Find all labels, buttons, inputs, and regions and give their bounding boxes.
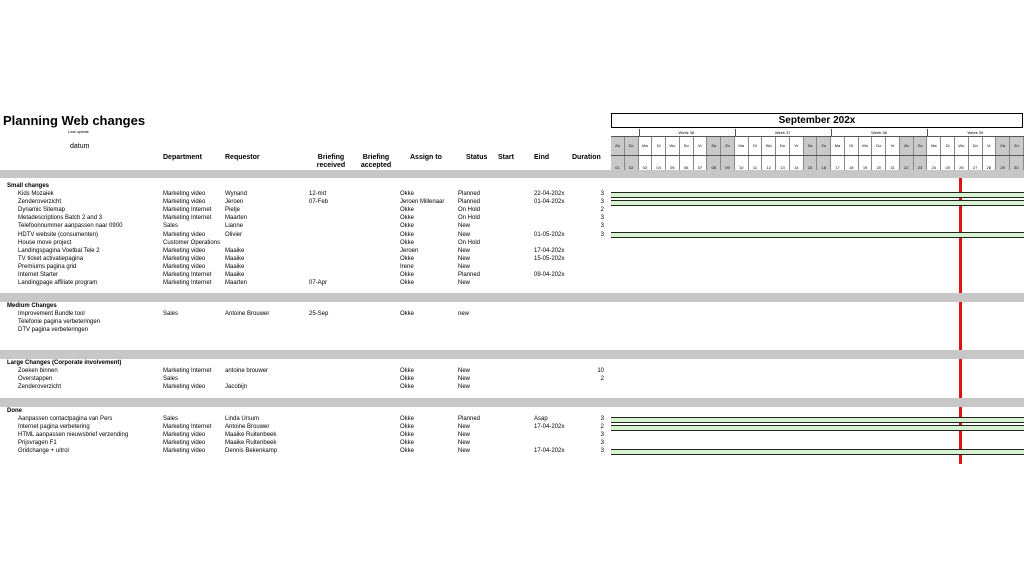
section-title: Small changes [7,183,50,189]
day-number-cell: 28 [983,156,997,173]
day-number-cell: 05 [666,156,680,173]
cell-eind: 17-04-202x [534,448,565,455]
cell-dept: Marketing Internet [163,368,212,374]
cell-assign: Okke [400,384,415,391]
day-name-cell: Do [776,137,790,155]
cell-dur: 3 [600,448,604,455]
cell-dur: 3 [600,215,604,222]
cell-dur: 3 [600,416,604,422]
cell-req: Maaike [225,255,245,262]
cell-req: Dennis Bekenkamp [225,448,278,455]
day-number-cell: 06 [680,156,694,173]
day-name-cell: Ma [831,137,845,155]
section-divider [0,398,1024,407]
cell-req: Maarten [225,280,248,287]
day-number-cell: 02 [625,156,639,173]
cell-task: Kids Mozaiek [18,191,54,197]
cell-recv: 07-Apr [309,280,328,287]
day-number-cell: 14 [790,156,804,173]
cell-dur: 3 [600,223,604,230]
cell-req: Jeroen [225,199,244,206]
page-title: Planning Web changes [3,113,146,128]
col-eind: Eind [534,154,550,161]
cell-task: Landingpage affiliate program [18,280,98,287]
cell-task: Internet pagina verbetering [18,424,90,431]
section-divider [0,350,1024,359]
cell-status: New [458,432,471,439]
cell-dept: Marketing video [163,255,206,262]
cell-status: New [458,448,471,455]
cell-dur: 2 [600,207,604,214]
cell-assign: Okke [400,280,415,287]
day-number-cell: 11 [749,156,763,173]
gantt-month-title: September 202x [611,113,1023,128]
gantt-bar [611,425,1024,431]
day-name-cell: Di [941,137,955,155]
cell-status: Planned [458,199,481,206]
gantt-bar [611,232,1024,238]
cell-dur: 2 [600,424,604,431]
cell-task: Zenderoverzicht [18,384,62,391]
cell-req: Maaike [225,247,245,254]
cell-task: Telefoonnummer aanpassen naar 0900 [18,223,123,230]
day-number-cell: 12 [762,156,776,173]
cell-status: Planned [458,416,481,422]
cell-dept: Marketing video [163,432,206,439]
cell-dept: Marketing video [163,440,206,447]
cell-assign: Okke [400,432,415,439]
col-duration: Duration [572,154,601,161]
day-number-cell: 30 [1010,156,1024,173]
col-status: Status [466,154,488,161]
day-number-cell: 03 [639,156,653,173]
cell-recv: 07-Feb [309,199,329,206]
cell-req: Maaike Ruitenbeek [225,432,277,439]
day-name-cell: Zo [914,137,928,155]
cell-assign: Okke [400,191,415,197]
week-label: Week 36 [678,130,695,135]
day-number-cell: 21 [886,156,900,173]
cell-task: Improvement Bundle tool [18,311,85,317]
cell-dept: Marketing Internet [163,272,212,278]
day-name-cell: Di [749,137,763,155]
day-number-cell: 07 [694,156,708,173]
cell-assign: Okke [400,231,415,238]
cell-assign: Okke [400,311,415,317]
cell-status: New [458,368,471,374]
cell-dept: Marketing video [163,384,206,391]
col-assign-to: Assign to [410,154,442,161]
cell-assign: Okke [400,255,415,262]
cell-dept: Marketing video [163,448,206,455]
cell-req: Jacobijn [225,384,248,391]
day-name-cell: Za [804,137,818,155]
gantt-bar [611,417,1024,423]
section-divider [0,170,1024,178]
cell-dur: 3 [600,191,604,197]
cell-assign: Jeroen Millenaar [400,199,445,206]
cell-task: Dynamic Sitemap [18,207,66,214]
cell-eind: 22-04-202x [534,191,565,197]
cell-task: Telefonie pagina verbeteringen [18,319,101,326]
cell-dept: Marketing video [163,247,206,254]
cell-task: Aanpassen contactpagina van Pers [18,416,113,422]
day-number-cell: 22 [900,156,914,173]
cell-assign: Okke [400,215,415,222]
cell-status: New [458,263,471,270]
cell-status: New [458,376,471,383]
cell-dept: Marketing Internet [163,424,212,431]
section-divider [0,293,1024,302]
col-briefing-received: Briefing received [316,154,346,169]
cell-dur: 10 [597,368,604,374]
cell-status: On Hold [458,207,481,214]
gantt-bar [611,192,1024,198]
cell-task: Internet Starter [18,272,59,278]
cell-assign: Irene [400,263,414,270]
cell-dept: Marketing video [163,231,206,238]
day-number-cell: 26 [955,156,969,173]
cell-assign: Okke [400,207,415,214]
cell-assign: Okke [400,368,415,374]
section-title: Large Changes (Corporate involvement) [7,360,122,366]
day-name-cell: Za [996,137,1010,155]
section-title: Done [7,408,22,414]
cell-task: Zoeken binnen [18,368,58,374]
cell-dept: Marketing Internet [163,280,212,287]
cell-req: Olivier [225,231,243,238]
cell-req: Pietje [225,207,241,214]
cell-req: Maaike [225,263,245,270]
day-name-cell: Za [611,137,625,155]
day-number-cell: 19 [859,156,873,173]
day-name-cell: Ma [735,137,749,155]
cell-req: Linda Ursum [225,416,260,422]
cell-dept: Customer Operations [163,239,221,246]
day-name-cell: Ma [639,137,653,155]
cell-status: New [458,255,471,262]
cell-status: Planned [458,191,481,197]
day-name-cell: Za [900,137,914,155]
day-number-cell: 20 [872,156,886,173]
cell-dept: Sales [163,311,179,317]
gantt-bar [611,200,1024,206]
cell-assign: Okke [400,448,415,455]
cell-assign: Jeroen [400,247,419,254]
day-number-cell: 16 [817,156,831,173]
cell-recv: 12-mrt [309,191,327,197]
cell-dur: 3 [600,199,604,206]
cell-req: antoine brouwer [225,368,269,374]
day-name-cell: Vr [983,137,997,155]
cell-dept: Marketing Internet [163,215,212,222]
cell-task: DTV pagina verbeteringen [18,327,89,334]
cell-assign: Okke [400,376,415,383]
col-requestor: Requestor [225,154,260,161]
day-name-cell: Vr [790,137,804,155]
cell-dur: 2 [600,376,604,383]
day-name-cell: Zo [817,137,831,155]
col-department: Department [163,154,202,161]
day-name-cell: Vr [694,137,708,155]
cell-task: House move project [18,239,72,246]
cell-dur: 3 [600,231,604,238]
cell-status: New [458,247,471,254]
last-update-label: Last update [68,129,89,134]
day-number-cell: 08 [707,156,721,173]
cell-req: Maarten [225,215,248,222]
cell-req: Antoine Brouwer [225,424,270,431]
day-number-cell: 15 [804,156,818,173]
cell-dept: Sales [163,416,179,422]
cell-dept: Marketing video [163,263,206,270]
cell-eind: 09-04-202x [534,272,565,278]
cell-req: Antoine Brouwer [225,311,270,317]
cell-dept: Marketing video [163,199,206,206]
cell-status: New [458,280,471,287]
day-name-cell: Do [680,137,694,155]
cell-task: Overstappen [18,376,53,383]
day-number-cell: 04 [652,156,666,173]
date-label: datum [70,143,90,150]
cell-assign: Okke [400,272,415,278]
cell-task: Gridchange + uitrol [18,448,69,455]
cell-status: New [458,223,471,230]
cell-status: New [458,424,471,431]
cell-req: Maaike [225,272,245,278]
col-start: Start [498,154,514,161]
week-label: Week 38 [871,130,887,135]
day-name-cell: Zo [1010,137,1024,155]
cell-task: Metadescriptions Batch 2 and 3 [18,215,103,222]
day-number-cell: 25 [941,156,955,173]
day-name-cell: Di [845,137,859,155]
day-name-cell: Di [652,137,666,155]
day-name-cell: Do [872,137,886,155]
cell-assign: Okke [400,416,415,422]
cell-task: Premiums pagina grid [18,263,77,270]
cell-task: HTML aanpassen nieuwsbrief verzending [18,432,129,439]
day-number-cell: 17 [831,156,845,173]
day-name-cell: Wo [955,137,969,155]
day-name-cell: Do [969,137,983,155]
cell-status: Planned [458,272,481,278]
cell-assign: Okke [400,440,415,447]
cell-eind: 17-04-202x [534,424,565,431]
cell-assign: Okke [400,424,415,431]
cell-dept: Marketing video [163,191,206,197]
cell-task: HDTV website (consumenten) [18,231,99,238]
day-name-cell: Zo [625,137,639,155]
day-name-cell: Wo [666,137,680,155]
cell-status: New [458,384,471,391]
day-number-cell: 23 [914,156,928,173]
cell-task: Landingspagina Voetbal Tele 2 [18,247,100,254]
cell-task: Zenderoverzicht [18,199,62,206]
cell-dept: Marketing Internet [163,207,212,214]
day-number-cell: 01 [611,156,625,173]
cell-status: New [458,231,471,238]
day-number-cell: 10 [735,156,749,173]
cell-eind: Asap [534,416,548,422]
day-name-cell: Za [707,137,721,155]
section-title: Medium Changes [7,303,57,309]
cell-recv: 25-Sep [309,311,329,317]
day-number-cell: 29 [996,156,1010,173]
cell-eind: 01-04-202x [534,199,565,206]
cell-status: new [458,311,470,317]
day-number-cell: 13 [776,156,790,173]
cell-assign: Okke [400,223,415,230]
cell-assign: Okke [400,239,415,246]
cell-eind: 15-05-202x [534,255,565,262]
day-name-cell: Wo [762,137,776,155]
week-label: Week 37 [774,130,791,135]
cell-dept: Sales [163,223,179,230]
day-name-cell: Ma [927,137,941,155]
cell-status: On Hold [458,239,481,246]
col-briefing-accepted: Briefing accepted [360,154,392,169]
day-number-cell: 18 [845,156,859,173]
day-number-cell: 24 [927,156,941,173]
gantt-bar [611,449,1024,455]
day-name-cell: Zo [721,137,735,155]
cell-status: New [458,440,471,447]
cell-dur: 3 [600,432,604,439]
cell-req: Lianne [225,223,244,230]
day-name-cell: Vr [886,137,900,155]
cell-eind: 17-04-202x [534,247,565,254]
cell-req: Wynand [225,191,247,197]
week-label: Week 39 [967,130,984,135]
cell-status: On Hold [458,215,481,222]
cell-task: Prijsvragen F1 [18,440,57,447]
cell-dur: 3 [600,440,604,447]
day-number-cell: 09 [721,156,735,173]
cell-task: TV ticket activatiepagina [18,255,84,262]
day-name-cell: Wo [859,137,873,155]
cell-req: Maaike Ruitenbeek [225,440,277,447]
day-number-cell: 27 [969,156,983,173]
cell-eind: 01-05-202x [534,231,565,238]
cell-dept: Sales [163,376,179,383]
